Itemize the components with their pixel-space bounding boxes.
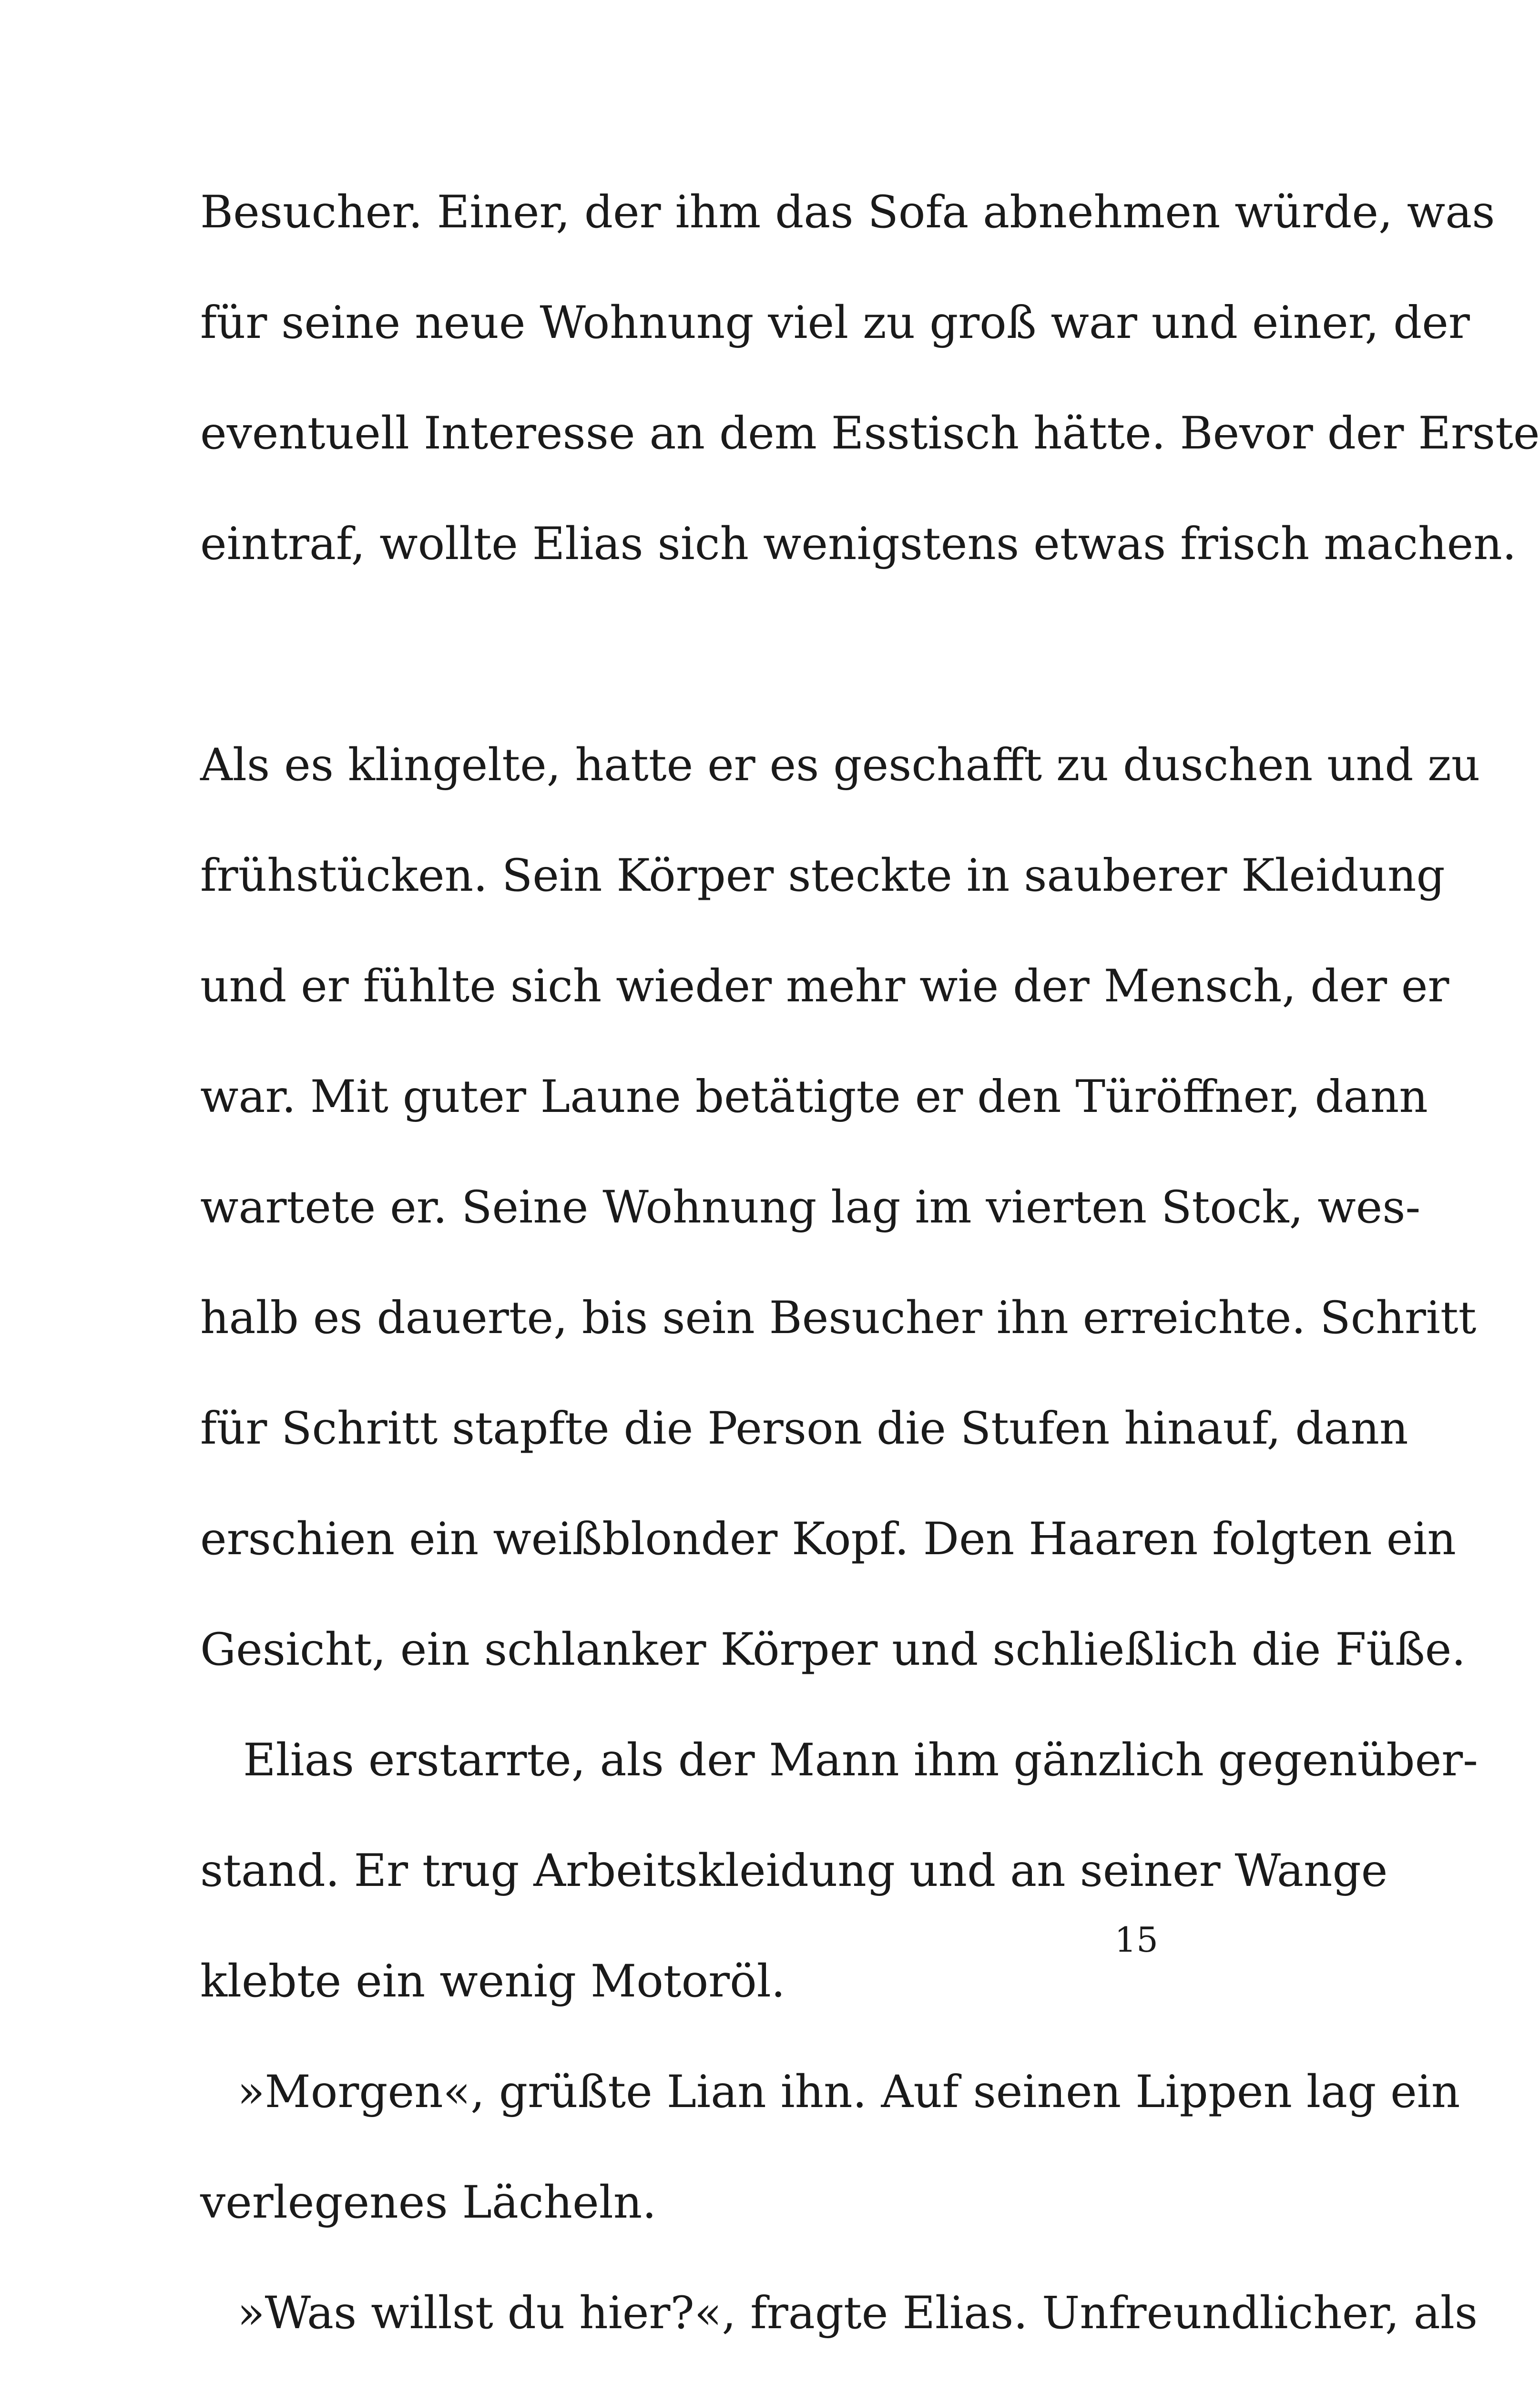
text-line xyxy=(200,2369,1158,2383)
text-line: »Morgen«, grüßte Lian ihn. Auf seinen Lippen lag ein xyxy=(237,2066,1460,2118)
page-number: 15 xyxy=(1114,1920,1158,1960)
text-line: eintraf, wollte Elias sich wenigstens etwas frisch machen. xyxy=(200,518,1517,570)
text-line: Als es klingelte, hatte er es geschafft zu duschen und zu xyxy=(200,739,1480,791)
text-line: für Schritt stapfte die Person die Stufen hinauf, dann xyxy=(200,1403,1408,1455)
text-line: für seine neue Wohnung viel zu groß war und einer, der xyxy=(200,297,1470,349)
body-text xyxy=(200,157,1540,2383)
text-line: verlegenes Lächeln. xyxy=(200,2177,657,2229)
text-line: »Was willst du hier?«, fragte Elias. Unfreundlicher, als xyxy=(237,2287,1478,2339)
text-line: klebte ein wenig Motoröl. xyxy=(200,1955,785,2007)
text-line: und er fühlte sich wieder mehr wie der Mensch, der er xyxy=(200,960,1449,1012)
text-line: stand. Er trug Arbeitskleidung und an seiner Wange xyxy=(200,1845,1388,1897)
text-line: eventuell Interesse an dem Esstisch hätte. Bevor der Erste xyxy=(200,407,1540,459)
text-line: war. Mit guter Laune betätigte er den Türöffner, dann xyxy=(200,1071,1428,1123)
text-line: frühstücken. Sein Körper steckte in sauberer Kleidung xyxy=(200,850,1445,902)
text-line: Besucher. Einer, der ihm das Sofa abnehmen würde, was xyxy=(200,186,1495,238)
text-line: halb es dauerte, bis sein Besucher ihn erreichte. Schritt xyxy=(200,1292,1477,1344)
text-line: Elias erstarrte, als der Mann ihm gänzlich gegenüber- xyxy=(243,1734,1478,1786)
text-line: Gesicht, ein schlanker Körper und schließlich die Füße. xyxy=(200,1624,1466,1676)
text-line: wartete er. Seine Wohnung lag im vierten Stock, wes- xyxy=(200,1181,1421,1233)
text-line: erschien ein weißblonder Kopf. Den Haaren folgten ein xyxy=(200,1513,1456,1565)
